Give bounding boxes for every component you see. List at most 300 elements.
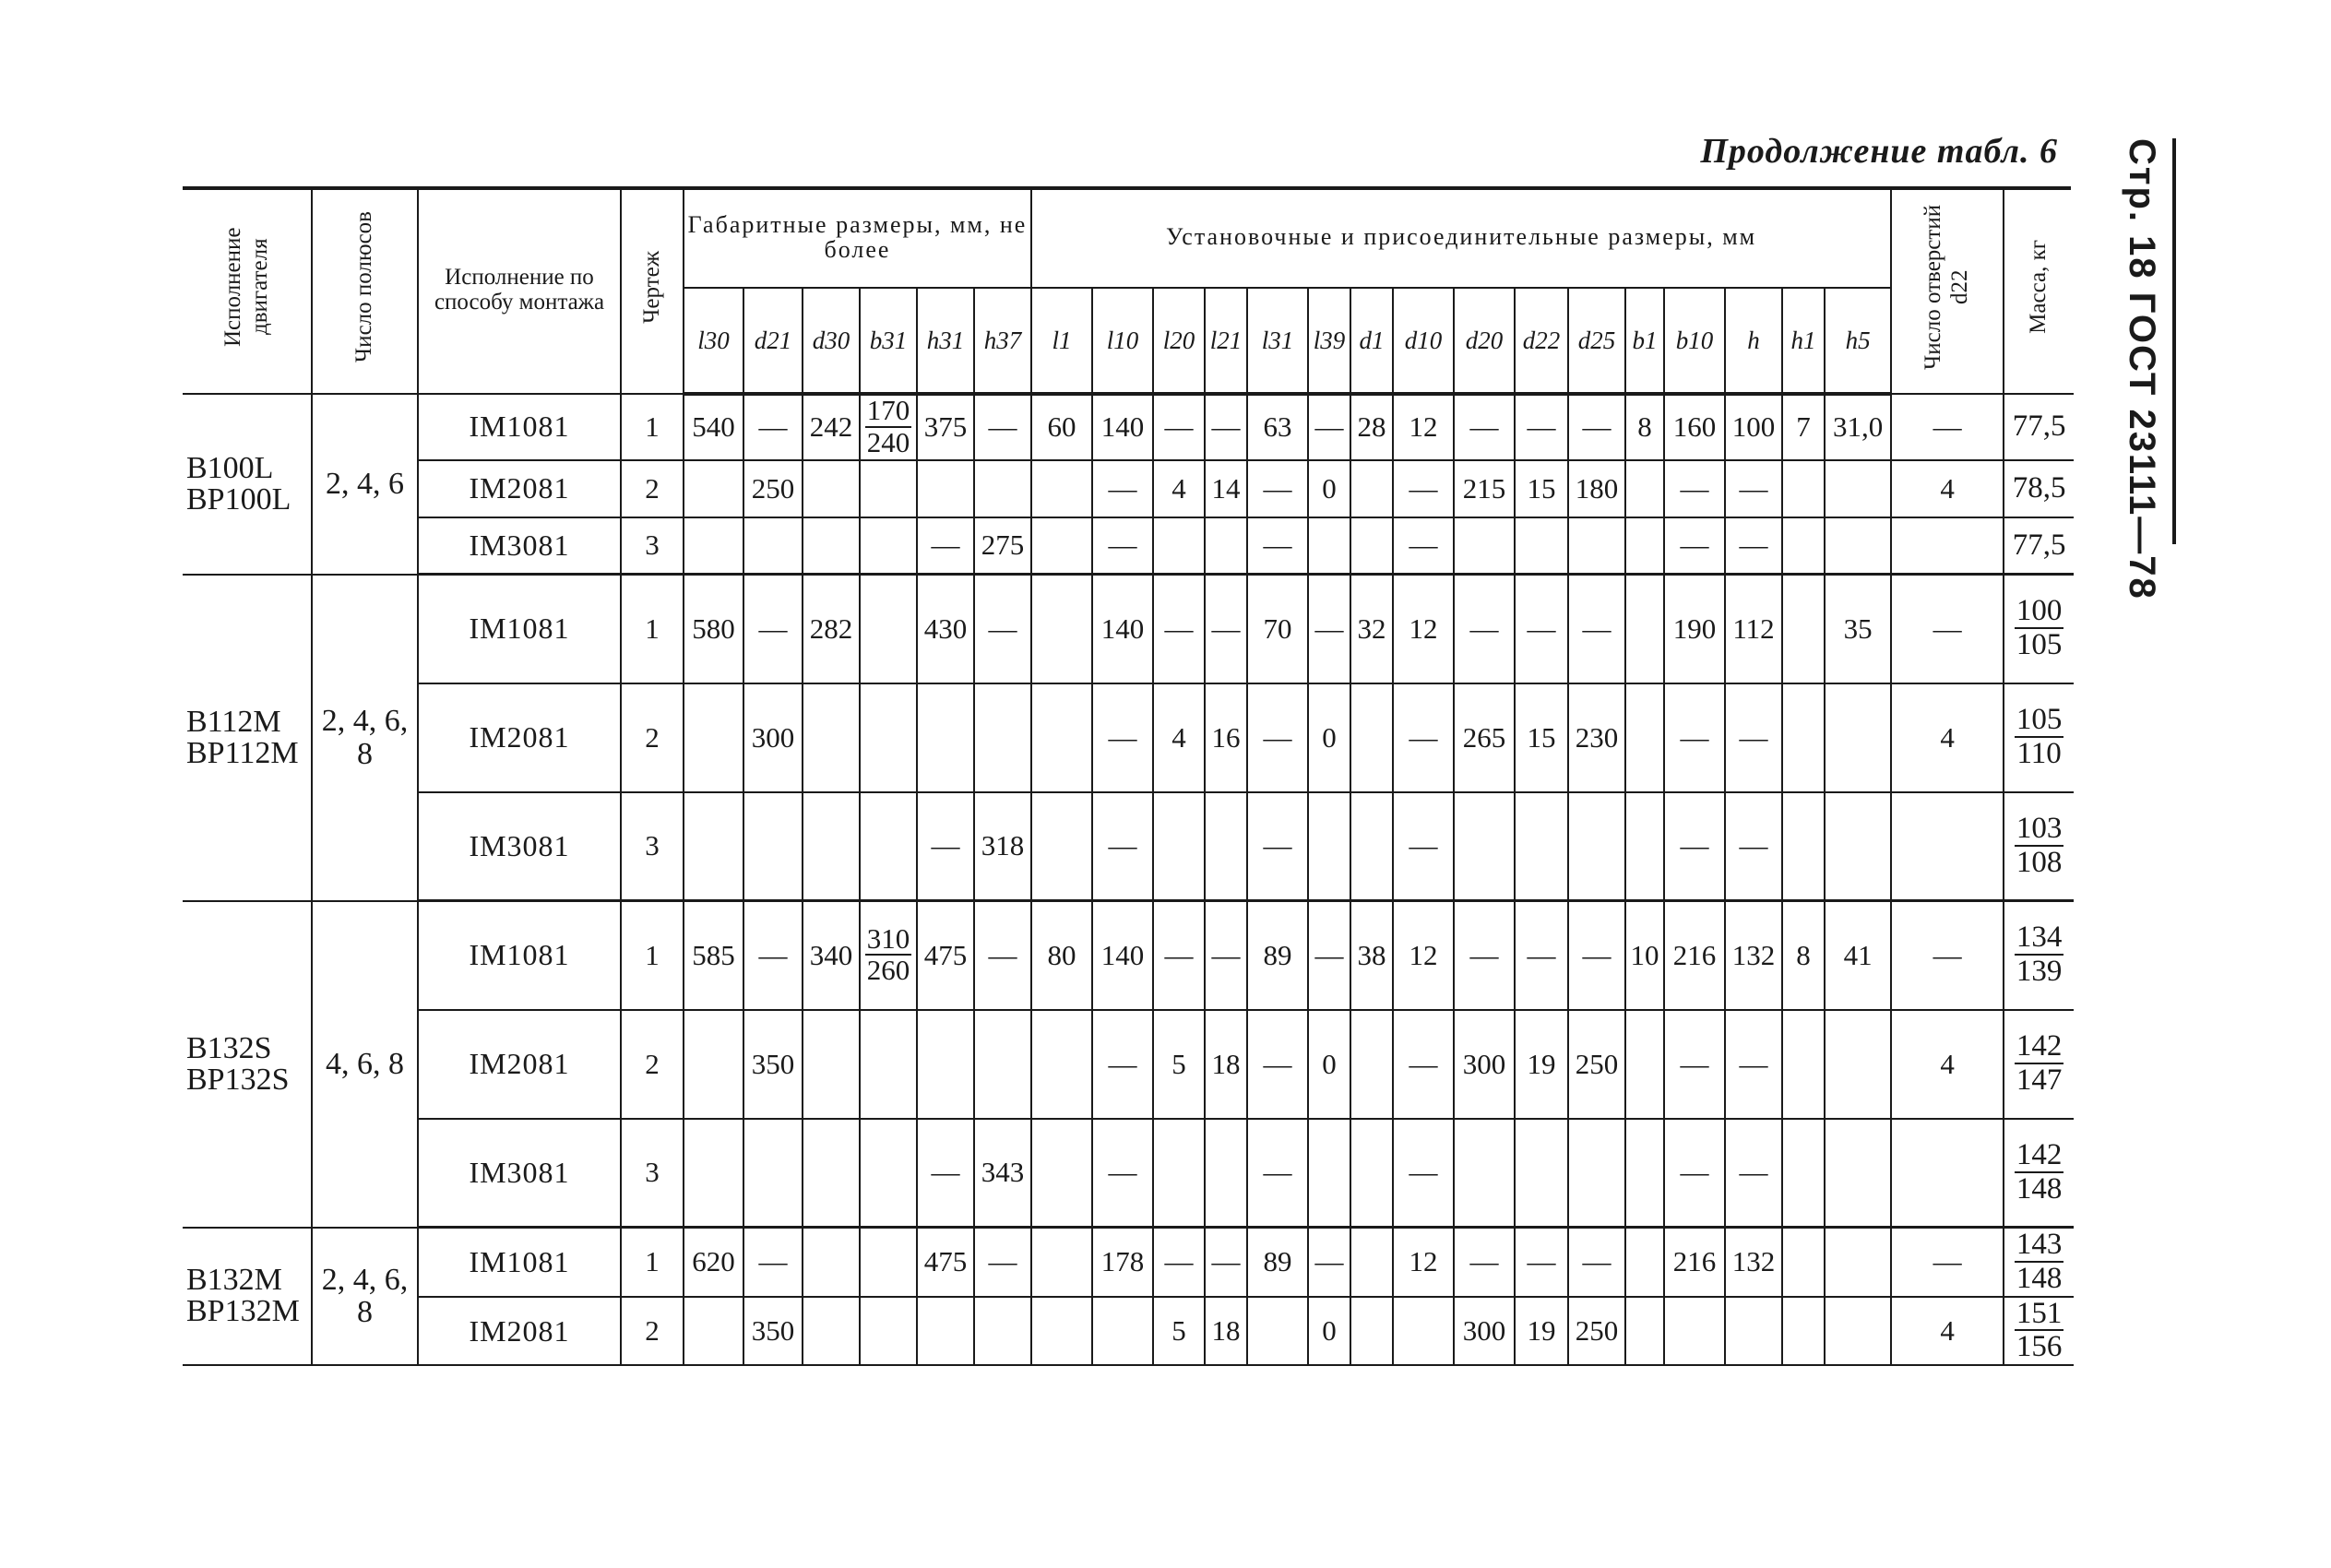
cell-h31: 375	[917, 394, 974, 460]
cell-l21: 14	[1205, 460, 1247, 517]
cell-d30	[803, 517, 860, 575]
cell-holes	[1891, 1119, 2004, 1228]
cell-h: —	[1725, 517, 1782, 575]
header-col-h: h	[1725, 288, 1782, 394]
cell-h: —	[1725, 460, 1782, 517]
cell-l30	[684, 792, 743, 901]
header-overall-dimensions: Габаритные размеры, мм, не более	[684, 187, 1031, 288]
header-holes: Число отверстий d22	[1891, 187, 2004, 394]
cell-d30	[803, 792, 860, 901]
cell-mount: IM3081	[418, 1119, 621, 1228]
cell-d22: —	[1515, 1228, 1568, 1297]
cell-holes: —	[1891, 901, 2004, 1010]
cell-b10: 160	[1664, 394, 1725, 460]
header-poles: Число полюсов	[312, 187, 418, 394]
header-col-h1: h1	[1782, 288, 1825, 394]
cell-b31: $\frac{310}{260}$	[860, 901, 917, 1010]
cell-d22: —	[1515, 901, 1568, 1010]
cell-h37	[974, 1010, 1031, 1119]
cell-h1	[1782, 1010, 1825, 1119]
cell-d30	[803, 1010, 860, 1119]
cell-l1	[1031, 517, 1092, 575]
cell-b31	[860, 1119, 917, 1228]
cell-d20: 300	[1454, 1297, 1515, 1366]
cell-d25: —	[1568, 394, 1625, 460]
cell-l30	[684, 1297, 743, 1366]
cell-b10: —	[1664, 460, 1725, 517]
cell-mass: $\frac{151}{156}$	[2004, 1297, 2074, 1366]
cell-holes: 4	[1891, 1010, 2004, 1119]
cell-mount: IM2081	[418, 1297, 621, 1366]
cell-l10: 140	[1092, 394, 1153, 460]
cell-mount: IM2081	[418, 460, 621, 517]
header-install-dimensions: Установочные и присоединительные размеры, мм	[1031, 187, 1891, 288]
cell-holes: —	[1891, 575, 2004, 683]
cell-l31: —	[1247, 683, 1308, 792]
cell-l30: 580	[684, 575, 743, 683]
cell-drawing: 3	[621, 792, 684, 901]
table-row	[183, 1228, 2074, 1297]
cell-d22: 15	[1515, 683, 1568, 792]
cell-holes: 4	[1891, 460, 2004, 517]
cell-h37: 343	[974, 1119, 1031, 1228]
cell-l39	[1308, 1119, 1350, 1228]
cell-holes: —	[1891, 394, 2004, 460]
cell-d1	[1350, 1010, 1393, 1119]
table-row	[183, 1297, 2074, 1366]
cell-l31: 89	[1247, 901, 1308, 1010]
cell-l21	[1205, 517, 1247, 575]
cell-l30	[684, 1010, 743, 1119]
cell-b31: $\frac{170}{240}$	[860, 394, 917, 460]
cell-b1	[1625, 517, 1664, 575]
header-row-group	[183, 187, 2074, 288]
cell-l20: —	[1153, 575, 1205, 683]
cell-b31	[860, 683, 917, 792]
cell-motor: В132М ВР132М	[183, 1228, 312, 1366]
cell-d1	[1350, 1228, 1393, 1297]
header-col-h37: h37	[974, 288, 1031, 394]
cell-d20	[1454, 1119, 1515, 1228]
cell-d30	[803, 1297, 860, 1366]
header-col-l39: l39	[1308, 288, 1350, 394]
cell-d25	[1568, 792, 1625, 901]
cell-d30	[803, 1119, 860, 1228]
cell-d22: 15	[1515, 460, 1568, 517]
cell-l39: —	[1308, 1228, 1350, 1297]
cell-d10: 12	[1393, 394, 1454, 460]
cell-l39: 0	[1308, 460, 1350, 517]
cell-l39: 0	[1308, 1297, 1350, 1366]
cell-l10: 140	[1092, 575, 1153, 683]
cell-d20	[1454, 792, 1515, 901]
cell-drawing: 1	[621, 1228, 684, 1297]
header-col-d22: d22	[1515, 288, 1568, 394]
cell-b10	[1664, 1297, 1725, 1366]
cell-mass: $\frac{142}{148}$	[2004, 1119, 2074, 1228]
cell-d1: 28	[1350, 394, 1393, 460]
cell-b1	[1625, 1119, 1664, 1228]
cell-b31	[860, 460, 917, 517]
cell-d25: —	[1568, 1228, 1625, 1297]
cell-mass: $\frac{143}{148}$	[2004, 1228, 2074, 1297]
cell-d25: 230	[1568, 683, 1625, 792]
cell-l20: 4	[1153, 683, 1205, 792]
cell-d10: —	[1393, 1010, 1454, 1119]
cell-d22: —	[1515, 575, 1568, 683]
cell-d20: 300	[1454, 1010, 1515, 1119]
cell-d10: 12	[1393, 575, 1454, 683]
page-side-header: Стр. 18 ГОСТ 23111—78	[2122, 138, 2162, 600]
cell-l31: 70	[1247, 575, 1308, 683]
table-body	[183, 394, 2074, 1365]
cell-d21	[743, 517, 803, 575]
cell-holes	[1891, 517, 2004, 575]
cell-d21: 300	[743, 683, 803, 792]
header-col-l1: l1	[1031, 288, 1092, 394]
cell-l21: 18	[1205, 1297, 1247, 1366]
cell-l39	[1308, 792, 1350, 901]
cell-mount: IM1081	[418, 901, 621, 1010]
header-col-b10: b10	[1664, 288, 1725, 394]
cell-h5	[1825, 683, 1891, 792]
header-drawing: Чертеж	[621, 187, 684, 394]
cell-mass: $\frac{103}{108}$	[2004, 792, 2074, 901]
cell-b1	[1625, 1297, 1664, 1366]
cell-mount: IM1081	[418, 1228, 621, 1297]
cell-d22: —	[1515, 394, 1568, 460]
header-col-l10: l10	[1092, 288, 1153, 394]
cell-mass: 77,5	[2004, 517, 2074, 575]
table-row	[183, 792, 2074, 901]
header-col-d1: d1	[1350, 288, 1393, 394]
cell-b1: 8	[1625, 394, 1664, 460]
cell-mount: IM2081	[418, 1010, 621, 1119]
cell-d22: 19	[1515, 1297, 1568, 1366]
cell-l1	[1031, 1010, 1092, 1119]
cell-mass: $\frac{134}{139}$	[2004, 901, 2074, 1010]
cell-motor: В132S ВР132S	[183, 901, 312, 1228]
header-col-d20: d20	[1454, 288, 1515, 394]
cell-h1	[1782, 1228, 1825, 1297]
header-col-h31: h31	[917, 288, 974, 394]
cell-h37	[974, 1297, 1031, 1366]
cell-d30	[803, 460, 860, 517]
table-caption: Продолжение табл. 6	[1700, 132, 2058, 171]
cell-poles: 2, 4, 6, 8	[312, 1228, 418, 1366]
cell-mount: IM3081	[418, 792, 621, 901]
cell-l21: 16	[1205, 683, 1247, 792]
cell-d25: 250	[1568, 1010, 1625, 1119]
cell-l10: —	[1092, 460, 1153, 517]
cell-d25: 250	[1568, 1297, 1625, 1366]
cell-h: —	[1725, 683, 1782, 792]
cell-b1	[1625, 1010, 1664, 1119]
cell-d20: —	[1454, 394, 1515, 460]
cell-b1	[1625, 792, 1664, 901]
cell-d25: —	[1568, 575, 1625, 683]
cell-mount: IM1081	[418, 575, 621, 683]
cell-h5	[1825, 1010, 1891, 1119]
cell-l10: 178	[1092, 1228, 1153, 1297]
cell-d10: —	[1393, 683, 1454, 792]
cell-d1	[1350, 792, 1393, 901]
cell-mount: IM3081	[418, 517, 621, 575]
cell-d10: 12	[1393, 1228, 1454, 1297]
cell-l10: —	[1092, 683, 1153, 792]
cell-l21: —	[1205, 575, 1247, 683]
header-col-d10: d10	[1393, 288, 1454, 394]
header-col-d30: d30	[803, 288, 860, 394]
cell-d1	[1350, 683, 1393, 792]
cell-l21	[1205, 792, 1247, 901]
cell-h37	[974, 460, 1031, 517]
cell-h37: —	[974, 394, 1031, 460]
cell-d1: 32	[1350, 575, 1393, 683]
cell-l30: 620	[684, 1228, 743, 1297]
cell-l20: 5	[1153, 1010, 1205, 1119]
cell-d21: —	[743, 394, 803, 460]
cell-d21: 250	[743, 460, 803, 517]
cell-d10	[1393, 1297, 1454, 1366]
cell-b31	[860, 575, 917, 683]
table-row	[183, 460, 2074, 517]
cell-h37	[974, 683, 1031, 792]
cell-l31: —	[1247, 1010, 1308, 1119]
cell-h5: 41	[1825, 901, 1891, 1010]
cell-h31: —	[917, 792, 974, 901]
cell-l39: —	[1308, 901, 1350, 1010]
cell-d21: 350	[743, 1010, 803, 1119]
cell-motor: В100L ВР100L	[183, 394, 312, 575]
table-row	[183, 1119, 2074, 1228]
cell-h31	[917, 683, 974, 792]
cell-h5	[1825, 1228, 1891, 1297]
cell-b1: 10	[1625, 901, 1664, 1010]
cell-b1	[1625, 1228, 1664, 1297]
cell-d10: —	[1393, 1119, 1454, 1228]
cell-l20: —	[1153, 1228, 1205, 1297]
table-row	[183, 394, 2074, 460]
cell-h5	[1825, 1297, 1891, 1366]
cell-h1: 8	[1782, 901, 1825, 1010]
cell-b10: 190	[1664, 575, 1725, 683]
table-row	[183, 517, 2074, 575]
cell-d22	[1515, 1119, 1568, 1228]
cell-h5	[1825, 517, 1891, 575]
cell-drawing: 2	[621, 1297, 684, 1366]
cell-l20: —	[1153, 394, 1205, 460]
cell-d20	[1454, 517, 1515, 575]
header-mount: Исполнение по способу монтажа	[418, 187, 621, 394]
cell-h37: —	[974, 1228, 1031, 1297]
cell-h31: 475	[917, 901, 974, 1010]
cell-d20: —	[1454, 575, 1515, 683]
cell-l30	[684, 1119, 743, 1228]
cell-h37: —	[974, 575, 1031, 683]
header-mass: Масса, кг	[2004, 187, 2074, 394]
cell-l30	[684, 460, 743, 517]
cell-h: 132	[1725, 1228, 1782, 1297]
cell-b1	[1625, 460, 1664, 517]
cell-d21	[743, 1119, 803, 1228]
cell-l21: —	[1205, 1228, 1247, 1297]
cell-h31	[917, 1010, 974, 1119]
cell-mass: $\frac{142}{147}$	[2004, 1010, 2074, 1119]
header-col-d25: d25	[1568, 288, 1625, 394]
cell-l39: 0	[1308, 1010, 1350, 1119]
cell-l10: —	[1092, 1119, 1153, 1228]
cell-d1	[1350, 517, 1393, 575]
cell-l10	[1092, 1297, 1153, 1366]
cell-b31	[860, 1297, 917, 1366]
cell-d10: —	[1393, 517, 1454, 575]
cell-d20: —	[1454, 1228, 1515, 1297]
cell-l10: —	[1092, 792, 1153, 901]
cell-d30: 242	[803, 394, 860, 460]
cell-mount: IM2081	[418, 683, 621, 792]
cell-d30	[803, 683, 860, 792]
cell-b10: —	[1664, 517, 1725, 575]
cell-l1	[1031, 683, 1092, 792]
cell-d22	[1515, 517, 1568, 575]
cell-b10: —	[1664, 683, 1725, 792]
cell-mount: IM1081	[418, 394, 621, 460]
header-motor: Исполнение двигателя	[183, 187, 312, 394]
cell-h5	[1825, 1119, 1891, 1228]
cell-l30: 540	[684, 394, 743, 460]
table-row	[183, 901, 2074, 1010]
cell-d21: 350	[743, 1297, 803, 1366]
cell-d1: 38	[1350, 901, 1393, 1010]
cell-l21: 18	[1205, 1010, 1247, 1119]
cell-d10: —	[1393, 792, 1454, 901]
cell-d25	[1568, 517, 1625, 575]
header-col-l30: l30	[684, 288, 743, 394]
cell-holes: 4	[1891, 683, 2004, 792]
cell-d25: 180	[1568, 460, 1625, 517]
cell-d1	[1350, 460, 1393, 517]
cell-l10: 140	[1092, 901, 1153, 1010]
cell-drawing: 2	[621, 683, 684, 792]
cell-l30: 585	[684, 901, 743, 1010]
cell-b31	[860, 1010, 917, 1119]
cell-h: 100	[1725, 394, 1782, 460]
cell-b1	[1625, 575, 1664, 683]
cell-h31	[917, 460, 974, 517]
cell-d22: 19	[1515, 1010, 1568, 1119]
cell-h1	[1782, 683, 1825, 792]
cell-b10: 216	[1664, 1228, 1725, 1297]
cell-l10: —	[1092, 1010, 1153, 1119]
cell-l1	[1031, 1119, 1092, 1228]
cell-b10: —	[1664, 1010, 1725, 1119]
cell-h37: 318	[974, 792, 1031, 901]
cell-h1	[1782, 1119, 1825, 1228]
cell-l31: —	[1247, 517, 1308, 575]
dimensions-table-wrapper	[183, 187, 2071, 1442]
cell-drawing: 1	[621, 575, 684, 683]
cell-h5	[1825, 460, 1891, 517]
cell-d21: —	[743, 1228, 803, 1297]
table-row	[183, 1010, 2074, 1119]
cell-h37: —	[974, 901, 1031, 1010]
cell-h31: —	[917, 517, 974, 575]
cell-b31	[860, 1228, 917, 1297]
cell-drawing: 1	[621, 394, 684, 460]
cell-h1	[1782, 1297, 1825, 1366]
header-col-l31: l31	[1247, 288, 1308, 394]
cell-d25: —	[1568, 901, 1625, 1010]
table-row	[183, 683, 2074, 792]
cell-holes: —	[1891, 1228, 2004, 1297]
header-col-l20: l20	[1153, 288, 1205, 394]
cell-poles: 2, 4, 6, 8	[312, 575, 418, 901]
cell-l31: —	[1247, 1119, 1308, 1228]
cell-d22	[1515, 792, 1568, 901]
header-col-b31: b31	[860, 288, 917, 394]
cell-h5: 35	[1825, 575, 1891, 683]
cell-mass: 77,5	[2004, 394, 2074, 460]
cell-holes: 4	[1891, 1297, 2004, 1366]
cell-l31	[1247, 1297, 1308, 1366]
cell-h5	[1825, 792, 1891, 901]
cell-d25	[1568, 1119, 1625, 1228]
cell-l1: 60	[1031, 394, 1092, 460]
cell-l39	[1308, 517, 1350, 575]
cell-l39: 0	[1308, 683, 1350, 792]
cell-l1	[1031, 575, 1092, 683]
cell-l31: 89	[1247, 1228, 1308, 1297]
cell-h5: 31,0	[1825, 394, 1891, 460]
cell-l10: —	[1092, 517, 1153, 575]
header-col-l21: l21	[1205, 288, 1247, 394]
cell-h1: 7	[1782, 394, 1825, 460]
cell-d30: 340	[803, 901, 860, 1010]
cell-l20	[1153, 792, 1205, 901]
cell-l31: —	[1247, 792, 1308, 901]
dimensions-table	[183, 187, 2074, 1366]
cell-l20	[1153, 1119, 1205, 1228]
cell-d21: —	[743, 901, 803, 1010]
cell-d1	[1350, 1297, 1393, 1366]
cell-h1	[1782, 575, 1825, 683]
cell-d30: 282	[803, 575, 860, 683]
cell-l39: —	[1308, 575, 1350, 683]
cell-drawing: 2	[621, 460, 684, 517]
cell-b10: 216	[1664, 901, 1725, 1010]
cell-d20: 215	[1454, 460, 1515, 517]
cell-mass: $\frac{100}{105}$	[2004, 575, 2074, 683]
side-header-rule	[2172, 138, 2176, 544]
cell-b10: —	[1664, 792, 1725, 901]
cell-motor: В112М ВР112М	[183, 575, 312, 901]
cell-h31: 430	[917, 575, 974, 683]
cell-mass: $\frac{105}{110}$	[2004, 683, 2074, 792]
cell-h31: 475	[917, 1228, 974, 1297]
cell-l1	[1031, 460, 1092, 517]
cell-l20: —	[1153, 901, 1205, 1010]
cell-d20: —	[1454, 901, 1515, 1010]
cell-l20: 4	[1153, 460, 1205, 517]
cell-drawing: 2	[621, 1010, 684, 1119]
cell-poles: 4, 6, 8	[312, 901, 418, 1228]
cell-l1	[1031, 792, 1092, 901]
cell-drawing: 3	[621, 517, 684, 575]
cell-l21	[1205, 1119, 1247, 1228]
cell-drawing: 3	[621, 1119, 684, 1228]
cell-l31: —	[1247, 460, 1308, 517]
